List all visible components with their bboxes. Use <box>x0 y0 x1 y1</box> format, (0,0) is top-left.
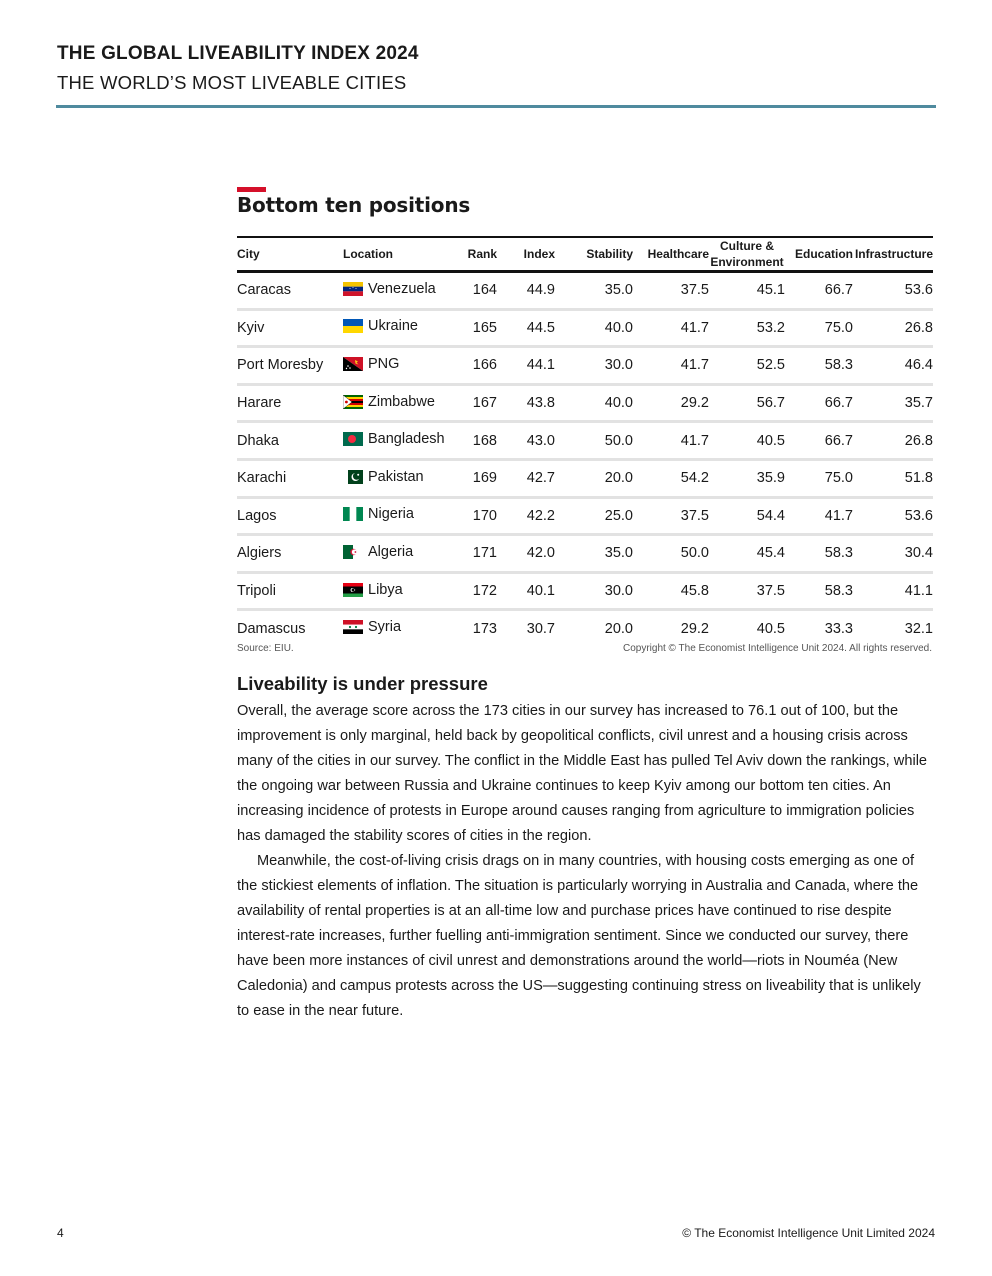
cell-city: Port Moresby <box>237 347 343 385</box>
table-row <box>237 309 933 347</box>
cell-culture-environment: 40.5 <box>709 422 785 460</box>
bottom-ten-table <box>237 236 933 646</box>
column-header-healthcare: Healthcare <box>633 237 709 272</box>
cell-location <box>343 572 453 610</box>
column-header-education: Education <box>785 237 853 272</box>
cell-city: Karachi <box>237 459 343 497</box>
cell-stability: 30.0 <box>555 347 633 385</box>
cell-infrastructure: 53.6 <box>853 497 933 535</box>
cell-healthcare: 37.5 <box>633 497 709 535</box>
cell-culture-environment: 56.7 <box>709 384 785 422</box>
table-row <box>237 497 933 535</box>
cell-education: 41.7 <box>785 497 853 535</box>
document-subtitle: THE WORLD’S MOST LIVEABLE CITIES <box>57 72 407 93</box>
cell-location <box>343 309 453 347</box>
bangladesh-flag-icon <box>343 432 363 446</box>
cell-stability: 35.0 <box>555 272 633 310</box>
cell-infrastructure: 26.8 <box>853 422 933 460</box>
table-copyright-note: Copyright © The Economist Intelligence Unit 2024. All rights reserved. <box>622 643 932 654</box>
table-row <box>237 535 933 573</box>
column-header-location: Location <box>343 237 453 272</box>
libya-flag-icon <box>343 583 363 597</box>
cell-stability: 20.0 <box>555 459 633 497</box>
cell-culture-environment: 52.5 <box>709 347 785 385</box>
cell-location <box>343 347 453 385</box>
cell-culture-environment: 37.5 <box>709 572 785 610</box>
cell-healthcare: 45.8 <box>633 572 709 610</box>
cell-stability: 25.0 <box>555 497 633 535</box>
cell-healthcare: 41.7 <box>633 422 709 460</box>
zimbabwe-flag-icon <box>343 395 363 409</box>
cell-healthcare: 54.2 <box>633 459 709 497</box>
column-header-city: City <box>237 237 343 272</box>
cell-culture-environment: 35.9 <box>709 459 785 497</box>
cell-infrastructure: 35.7 <box>853 384 933 422</box>
pakistan-flag-icon <box>343 470 363 484</box>
cell-rank: 167 <box>453 384 497 422</box>
location-name: Bangladesh <box>368 431 445 448</box>
cell-index: 30.7 <box>526 620 555 637</box>
cell-city: Tripoli <box>237 572 343 610</box>
cell-stability: 40.0 <box>555 384 633 422</box>
table-row <box>237 272 933 310</box>
cell-index: 42.2 <box>497 497 555 535</box>
cell-education: 33.3 <box>824 620 853 637</box>
location-name: Zimbabwe <box>368 393 435 410</box>
location-name: PNG <box>368 355 400 372</box>
cell-location <box>343 497 453 535</box>
cell-city: Lagos <box>237 497 343 535</box>
location-name: Venezuela <box>368 280 436 297</box>
table-row <box>237 459 933 497</box>
cell-infrastructure: 51.8 <box>853 459 933 497</box>
cell-education: 66.7 <box>785 384 853 422</box>
cell-healthcare: 41.7 <box>633 309 709 347</box>
cell-stability: 30.0 <box>555 572 633 610</box>
cell-index: 43.0 <box>497 422 555 460</box>
cell-location <box>343 610 453 646</box>
table-row <box>237 384 933 422</box>
cell-location <box>343 422 453 460</box>
cell-city: Damascus <box>237 620 306 637</box>
algeria-flag-icon <box>343 545 363 559</box>
table-row <box>237 610 933 646</box>
location-name: Libya <box>368 581 403 598</box>
table-title: Bottom ten positions <box>237 193 471 217</box>
table-header-row <box>237 237 933 272</box>
cell-rank: 166 <box>453 347 497 385</box>
location-name: Nigeria <box>368 506 414 523</box>
cell-education: 58.3 <box>785 347 853 385</box>
column-header-culture-environment <box>709 237 785 272</box>
cell-education: 75.0 <box>785 309 853 347</box>
cell-rank: 172 <box>453 572 497 610</box>
cell-index: 42.0 <box>497 535 555 573</box>
cell-culture-environment: 45.4 <box>709 535 785 573</box>
cell-stability: 35.0 <box>555 535 633 573</box>
cell-culture-environment: 40.5 <box>756 620 785 637</box>
cell-infrastructure: 46.4 <box>853 347 933 385</box>
location-name: Pakistan <box>368 468 424 485</box>
table-source-note: Source: EIU. <box>237 643 294 654</box>
cell-city: Caracas <box>237 272 343 310</box>
column-header-index: Index <box>497 237 555 272</box>
cell-healthcare: 41.7 <box>633 347 709 385</box>
nigeria-flag-icon <box>343 507 363 521</box>
page-number: 4 <box>57 1226 64 1240</box>
location-name: Algeria <box>368 543 414 560</box>
cell-index: 44.9 <box>497 272 555 310</box>
cell-location <box>343 535 453 573</box>
cell-education: 66.7 <box>785 422 853 460</box>
culture-header-line1: Culture & <box>720 239 774 253</box>
cell-location <box>343 272 453 310</box>
cell-infrastructure: 32.1 <box>904 620 933 637</box>
title-accent-bar <box>237 187 266 192</box>
column-header-infrastructure: Infrastructure <box>853 237 933 272</box>
cell-city: Dhaka <box>237 422 343 460</box>
cell-index: 43.8 <box>497 384 555 422</box>
cell-city: Algiers <box>237 535 343 573</box>
body-paragraph: Overall, the average score across the 173 cities in our survey has increased to 76.1 out of 100, but the improvement is only marginal, held back by geopolitical conflicts, civil unrest and a housing crisis across many of the cities in our survey. The conflict in the Middle East has pulled Tel Aviv down the rankings, while the ongoing war between Russia and Ukraine continues to keep Kyiv among our bottom ten cities. An increasing incidence of protests in Europe around causes ranging from agriculture to immigration policies has damaged the stability scores of cities in the region. <box>237 703 928 844</box>
cell-index: 44.1 <box>497 347 555 385</box>
cell-rank: 169 <box>453 459 497 497</box>
cell-education: 75.0 <box>785 459 853 497</box>
section-heading: Liveability is under pressure <box>237 673 488 694</box>
cell-education: 58.3 <box>785 535 853 573</box>
cell-infrastructure: 30.4 <box>853 535 933 573</box>
footer-copyright: © The Economist Intelligence Unit Limited 2024 <box>682 1226 935 1240</box>
cell-location <box>343 459 453 497</box>
venezuela-flag-icon <box>343 282 363 296</box>
cell-healthcare: 29.2 <box>680 620 709 637</box>
cell-index: 42.7 <box>497 459 555 497</box>
cell-education: 58.3 <box>785 572 853 610</box>
cell-location <box>343 384 453 422</box>
cell-rank: 164 <box>453 272 497 310</box>
cell-infrastructure: 41.1 <box>853 572 933 610</box>
cell-stability: 50.0 <box>555 422 633 460</box>
cell-culture-environment: 45.1 <box>709 272 785 310</box>
cell-rank: 173 <box>472 620 497 637</box>
cell-healthcare: 37.5 <box>633 272 709 310</box>
cell-infrastructure: 53.6 <box>853 272 933 310</box>
header-divider <box>56 105 936 108</box>
cell-culture-environment: 53.2 <box>709 309 785 347</box>
cell-rank: 168 <box>453 422 497 460</box>
table-row <box>237 572 933 610</box>
cell-rank: 165 <box>453 309 497 347</box>
syria-flag-icon <box>343 620 363 634</box>
table-row <box>237 422 933 460</box>
body-paragraph: Meanwhile, the cost-of-living crisis drags on in many countries, with housing costs emerging as one of the stickiest elements of inflation. The situation is particularly worrying in Australia and Canada, where the availability of rental properties is at an all-time low and purchase prices have continued to rise despite interest-rate increases, further fuelling anti-immigration sentiment. Since we conducted our survey, there have been more instances of civil unrest and demonstrations around the world—riots in Nouméa (New Caledonia) and campus protests across the US—suggesting continuing stress on liveability that is unlikely to ease in the near future. <box>237 853 921 1019</box>
culture-header-line2: Environment <box>710 255 784 269</box>
cell-culture-environment: 54.4 <box>709 497 785 535</box>
location-name: Ukraine <box>368 318 418 335</box>
cell-healthcare: 50.0 <box>633 535 709 573</box>
cell-city: Harare <box>237 384 343 422</box>
cell-stability: 40.0 <box>555 309 633 347</box>
column-header-stability: Stability <box>555 237 633 272</box>
ukraine-flag-icon <box>343 319 363 333</box>
cell-stability: 20.0 <box>604 620 633 637</box>
cell-index: 44.5 <box>497 309 555 347</box>
cell-infrastructure: 26.8 <box>853 309 933 347</box>
cell-healthcare: 29.2 <box>633 384 709 422</box>
document-title: THE GLOBAL LIVEABILITY INDEX 2024 <box>57 43 419 64</box>
column-header-rank: Rank <box>453 237 497 272</box>
png-flag-icon <box>343 357 363 371</box>
cell-rank: 170 <box>453 497 497 535</box>
location-name: Syria <box>368 619 402 636</box>
cell-rank: 171 <box>453 535 497 573</box>
cell-education: 66.7 <box>785 272 853 310</box>
cell-city: Kyiv <box>237 309 343 347</box>
table-row <box>237 347 933 385</box>
section-body <box>237 699 937 1024</box>
cell-index: 40.1 <box>497 572 555 610</box>
